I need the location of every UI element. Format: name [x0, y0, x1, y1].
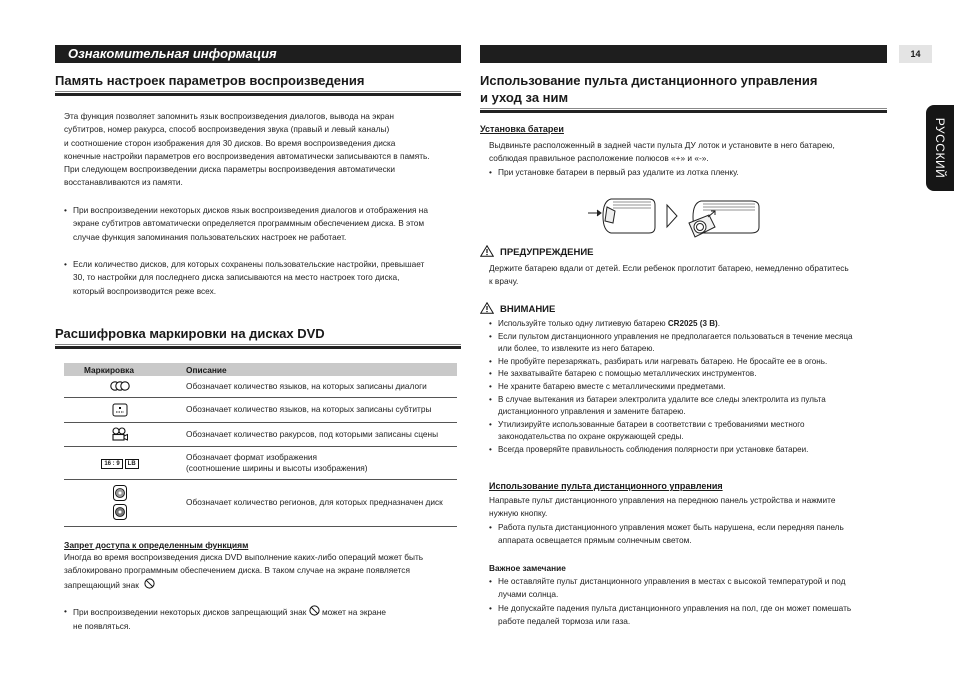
page-number: 14	[899, 45, 932, 63]
prohibited-icon	[144, 578, 155, 593]
text-line: субтитров, номер ракурса, способ воспроизведения звука (правый и левый каналы)	[64, 124, 390, 135]
text-line: Эта функция позволяет запомнить язык воспроизведения диалогов, вывода на экран	[64, 111, 394, 121]
prohibited-icon	[309, 605, 320, 620]
bullet-item: • Не захватывайте батарею с помощью металлических инструментов.	[489, 368, 889, 381]
section-memory-title: Память настроек параметров воспроизведения	[55, 72, 461, 96]
memory-paragraph	[64, 110, 464, 190]
mark-desc: Обозначает количество ракурсов, под которыми записаны сцены	[176, 422, 457, 446]
text-line: восстанавливаются из памяти.	[64, 177, 183, 188]
subtitle-languages-icon	[112, 404, 128, 414]
mark-desc: Обозначает количество регионов, для которых предназначен диск	[176, 479, 457, 526]
mark-desc-line: (соотношение ширины и высоты изображения)	[186, 462, 368, 473]
caution-title: ВНИМАНИЕ	[500, 304, 556, 315]
text-line: нужную кнопку.	[489, 508, 548, 519]
bullet-item: • Не допускайте падения пульта дистанционного управления на пол, где он может помешать работе педалей тормоза или газа.	[489, 602, 889, 629]
text-line: Выдвиньте расположенный в задней части пульта ДУ лоток и установите в него батарею,	[489, 140, 835, 150]
text-line: При следующем воспроизведении диска параметры воспроизведения автоматически	[64, 164, 396, 175]
col-desc-header: Описание	[176, 363, 457, 376]
section-dvd-marks-title: Расшифровка маркировки на дисках DVD	[55, 325, 461, 349]
table-row	[64, 397, 457, 422]
table-row	[64, 479, 457, 526]
bullet-item: • Не храните батарею вместе с металлическими предметами.	[489, 381, 889, 394]
caution-heading	[480, 302, 555, 317]
bullet-item: • При установке батареи в первый раз удалите из лотка пленку.	[489, 166, 889, 179]
warning-triangle-icon	[480, 302, 494, 317]
warning-title: ПРЕДУПРЕЖДЕНИЕ	[500, 247, 594, 258]
remote-use-subtitle: Использование пульта дистанционного управления	[489, 481, 723, 491]
table-row	[64, 422, 457, 446]
camera-angles-icon	[111, 428, 129, 438]
memory-bullets-1	[64, 204, 464, 244]
text-line: запрещающий знак	[64, 578, 464, 593]
audio-languages-icon	[110, 380, 130, 390]
memory-bullets-2	[64, 258, 464, 298]
text-line: Держите батарею вдали от детей. Если ребенок проглотит батарею, немедленно обратитесь	[489, 263, 849, 273]
text-line: заблокировано программным обеспечением диска. В таком случае на экране появляется	[64, 565, 410, 576]
access-restriction-paragraph	[64, 551, 464, 593]
access-restriction-bullets	[64, 605, 464, 634]
left-header-title: Ознакомительная информация	[68, 46, 277, 61]
bullet-item: • Если количество дисков, для которых сохранены пользовательские настройки, превышает 30, то настройки для последнего диска записываются на место настроек того диска, который воспроизводится реже всех.	[64, 258, 464, 298]
text-line: Иногда во время воспроизведения диска DVD выполнение каких-либо операций может быть	[64, 552, 424, 562]
bullet-item: • Если пультом дистанционного управления не предполагается пользоваться в течение месяца или более, то извлеките из него батарею.	[489, 331, 889, 356]
language-tab-label: РУССКИЙ	[933, 117, 947, 179]
warning-text	[489, 262, 889, 289]
marks-table-wrap	[64, 363, 457, 527]
warning-triangle-icon	[480, 245, 494, 260]
bullet-item: • Не оставляйте пульт дистанционного управления в местах с высокой температурой и под лучами солнца.	[489, 575, 889, 602]
marks-table	[64, 363, 457, 527]
table-row	[64, 446, 457, 479]
text-line: и соотношение сторон изображения для 30 дисков. Во время воспроизведения диска	[64, 137, 396, 148]
text-line: соблюдая правильное расположение полюсов «+» и «-».	[489, 153, 709, 164]
bullet-item: • В случае вытекания из батареи электролита удалите все следы электролита из пульта дистанционного управления и замените батарею.	[489, 394, 889, 419]
remote-use-paragraph	[489, 494, 889, 521]
bullet-item: • Не пробуйте перезаряжать, разбирать или нагревать батарею. Не бросайте ее в огонь.	[489, 356, 889, 369]
arrow-separator	[667, 205, 677, 227]
bullet-item: • При воспроизведении некоторых дисков язык воспроизведения диалогов и отображения на экране субтитров автоматически определяется программным обеспечением диска. В этом случае функция запоминания пользовательских настроек не работает.	[64, 204, 464, 244]
mark-desc: Обозначает количество языков, на которых записаны диалоги	[176, 376, 457, 397]
bullet-item: • Утилизируйте использованные батареи в соответствии с требованиями местного законодательства по охране окружающей среды.	[489, 419, 889, 444]
text-line: к врачу.	[489, 276, 519, 287]
caution-bullets	[489, 318, 889, 457]
text-line: конечные настройки параметров его воспроизведения автоматически записываются в память.	[64, 150, 430, 161]
bullet-item: • Всегда проверяйте правильность соблюдения полярности при установке батареи.	[489, 444, 889, 457]
remote-tray-open-illustration	[588, 199, 655, 233]
warning-heading	[480, 245, 594, 260]
region-icon	[113, 485, 127, 520]
section-remote	[480, 72, 887, 113]
table-row	[64, 376, 457, 397]
important-note-bullets	[489, 575, 889, 628]
battery-illustration	[583, 193, 768, 246]
mark-desc-line: Обозначает формат изображения	[186, 451, 318, 462]
bullet-item: • Работа пульта дистанционного управления может быть нарушена, если передняя панель аппарата освещается прямым солнечным светом.	[489, 521, 889, 548]
left-header-bar	[55, 45, 461, 63]
right-header-bar	[480, 45, 887, 63]
section-memory	[55, 72, 461, 96]
mark-desc: Обозначает количество языков, на которых записаны субтитры	[176, 397, 457, 422]
text-line: Направьте пульт дистанционного управления на переднюю панель устройства и нажмите	[489, 495, 836, 505]
battery-paragraph	[489, 139, 889, 166]
access-restriction-subtitle: Запрет доступа к определенным функциям	[64, 540, 249, 550]
bullet-item: • При воспроизведении некоторых дисков запрещающий знак может на экране не появляться.	[64, 605, 464, 634]
aspect-ratio-icon	[101, 459, 138, 469]
title-line: Использование пульта дистанционного управления	[480, 73, 818, 88]
section-remote-title	[480, 72, 887, 113]
remote-battery-insert-illustration	[689, 201, 759, 237]
battery-subtitle: Установка батареи	[480, 124, 564, 134]
language-tab	[926, 105, 954, 191]
battery-bullets	[489, 166, 889, 179]
bullet-item: • Используйте только одну литиевую батарею CR2025 (3 В).	[489, 318, 889, 331]
aspect-lb-label: LB	[125, 459, 139, 469]
aspect-16-9-label: 16 : 9	[101, 459, 122, 469]
important-note-title: Важное замечание	[489, 563, 566, 573]
title-line: и уход за ним	[480, 90, 569, 105]
remote-use-bullets	[489, 521, 889, 548]
col-mark-header: Маркировка	[64, 363, 176, 376]
section-dvd-marks	[55, 325, 461, 349]
mark-desc	[176, 446, 457, 479]
